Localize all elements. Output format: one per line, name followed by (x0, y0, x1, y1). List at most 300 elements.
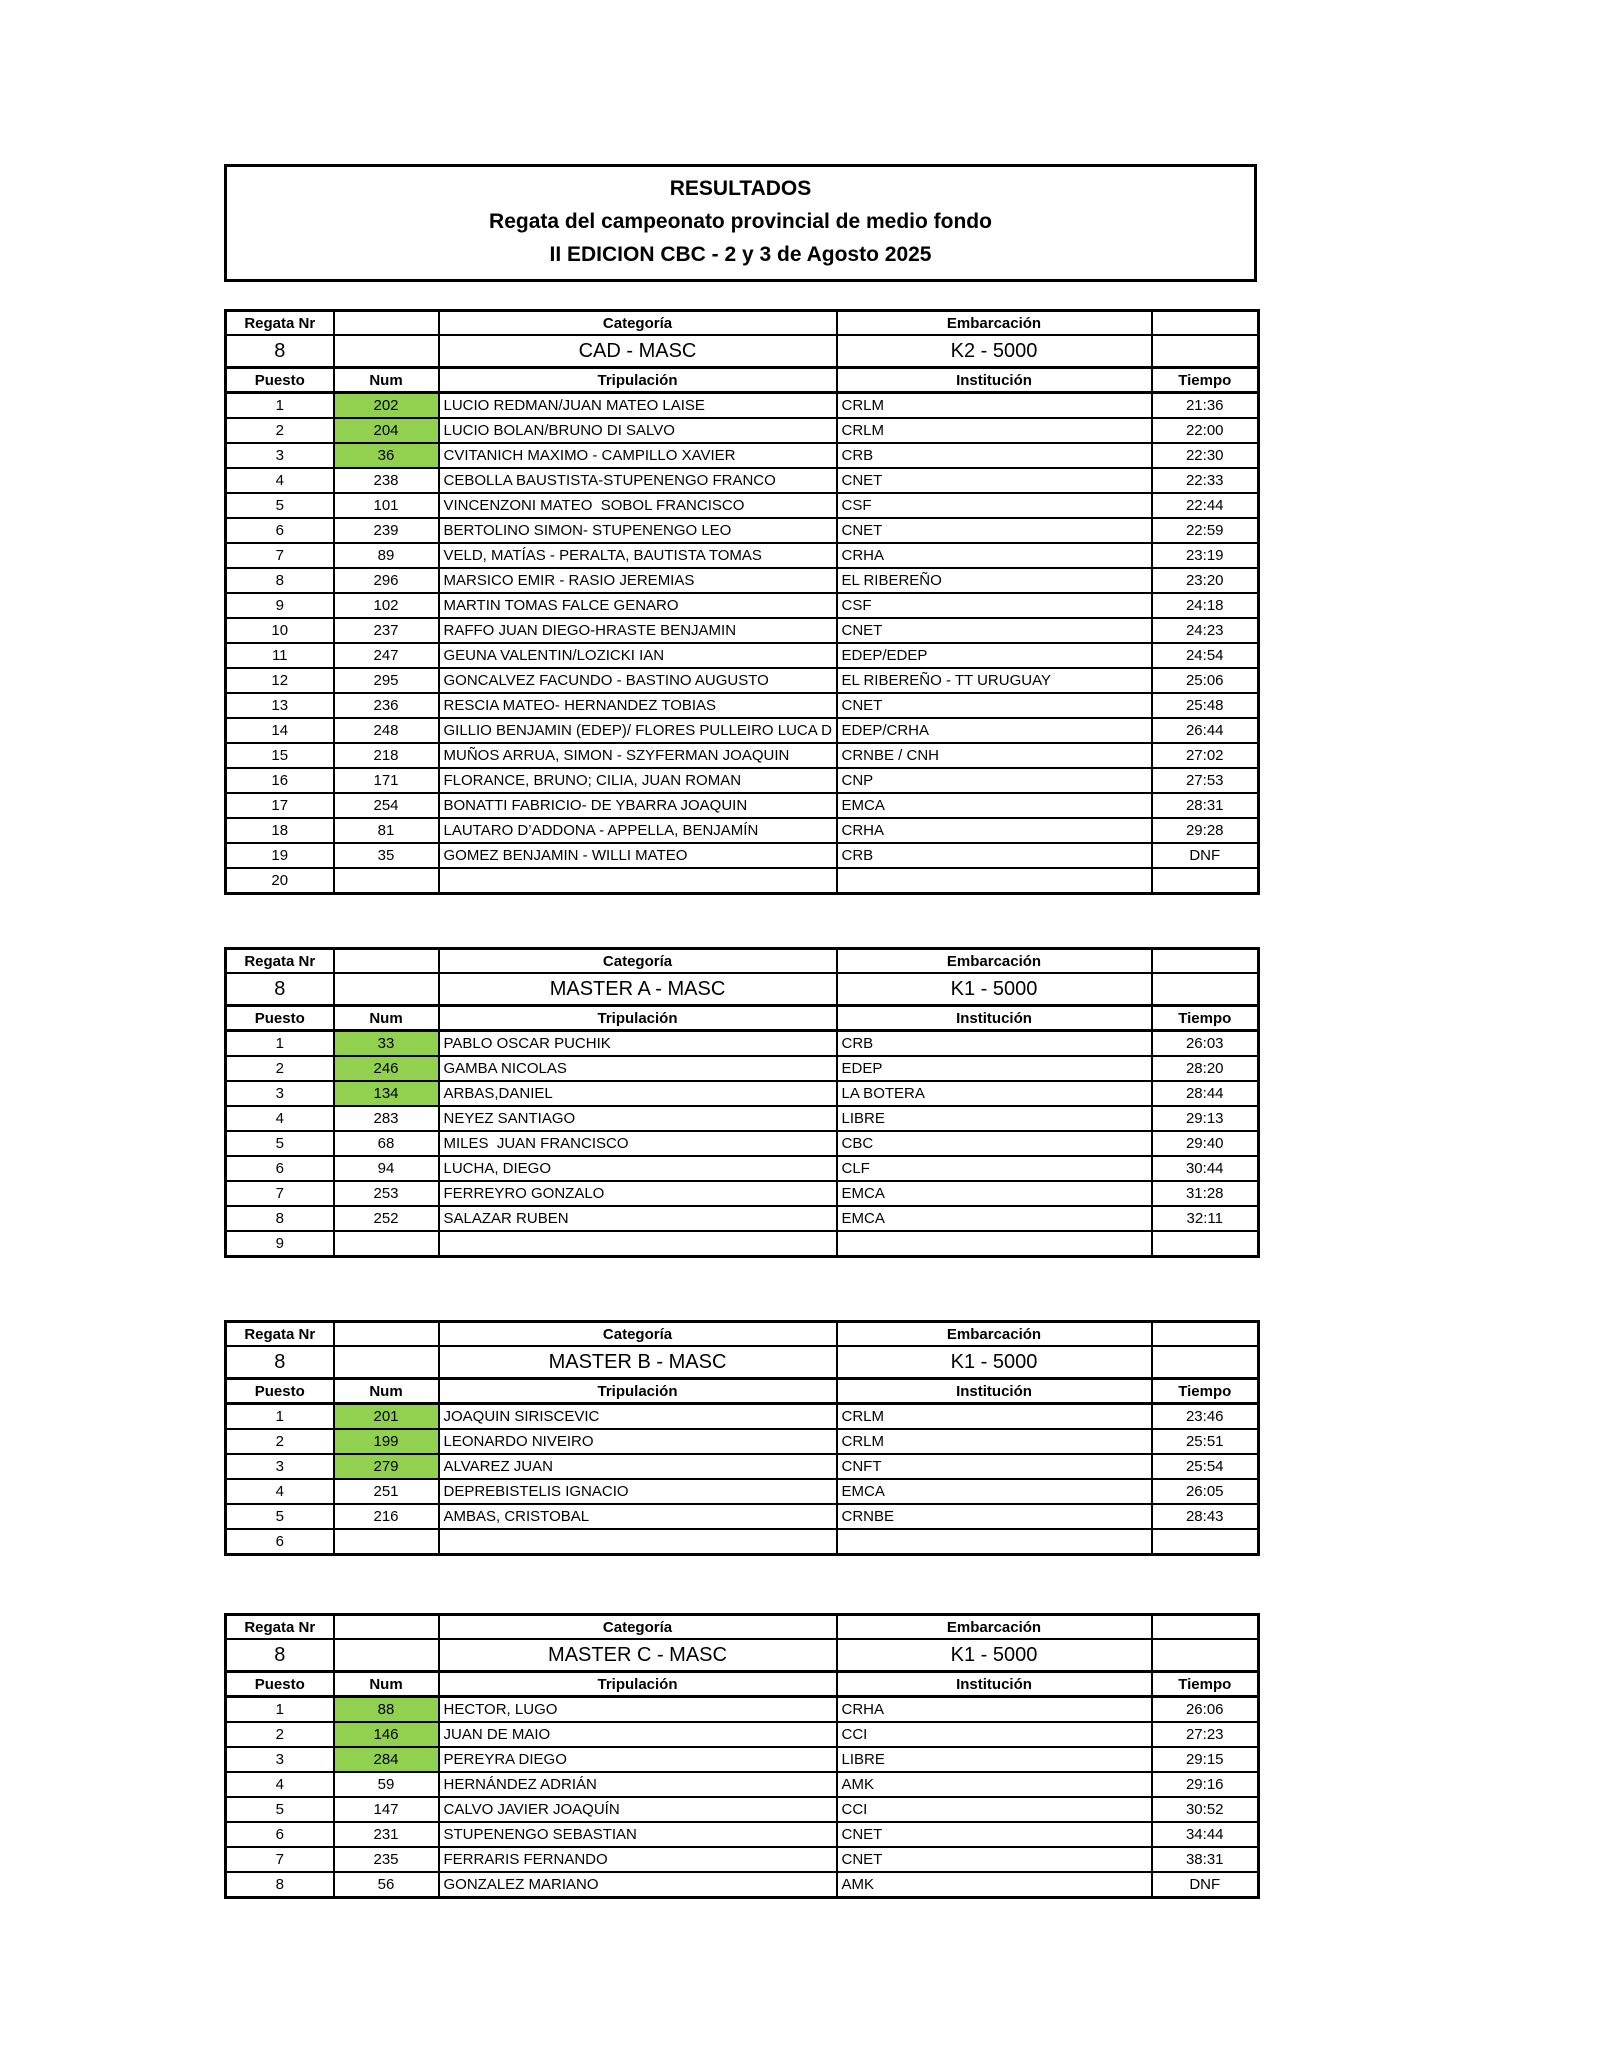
puesto-header: Puesto (226, 368, 334, 393)
institucion-value: EDEP/EDEP (837, 643, 1152, 668)
institucion-value: CNP (837, 768, 1152, 793)
tripulacion-header: Tripulación (439, 1379, 837, 1404)
categoria-value: MASTER B - MASC (439, 1346, 837, 1379)
num-value: 134 (334, 1081, 439, 1106)
tiempo-value: 27:23 (1152, 1722, 1259, 1747)
table-row (226, 568, 1259, 593)
tripulacion-value: MUÑOS ARRUA, SIMON - SZYFERMAN JOAQUIN (439, 743, 837, 768)
empty-cell (1152, 1639, 1259, 1672)
embarcacion-value: K1 - 5000 (837, 1639, 1152, 1672)
empty-cell (334, 1639, 439, 1672)
tripulacion-value: VELD, MATÍAS - PERALTA, BAUTISTA TOMAS (439, 543, 837, 568)
tripulacion-value: JUAN DE MAIO (439, 1722, 837, 1747)
institucion-value: LIBRE (837, 1106, 1152, 1131)
puesto-value: 5 (226, 493, 334, 518)
puesto-value: 9 (226, 593, 334, 618)
table-row (226, 443, 1259, 468)
table-row (226, 1031, 1259, 1057)
institucion-value: CRHA (837, 818, 1152, 843)
puesto-value: 4 (226, 1106, 334, 1131)
puesto-value: 2 (226, 418, 334, 443)
tiempo-value: 25:48 (1152, 693, 1259, 718)
tiempo-value (1152, 868, 1259, 894)
puesto-value: 15 (226, 743, 334, 768)
categoria-label: Categoría (439, 311, 837, 336)
institucion-value: AMK (837, 1772, 1152, 1797)
table-row (226, 1131, 1259, 1156)
tripulacion-value: CVITANICH MAXIMO - CAMPILLO XAVIER (439, 443, 837, 468)
empty-cell (1152, 973, 1259, 1006)
num-value: 33 (334, 1031, 439, 1057)
tiempo-value: 24:54 (1152, 643, 1259, 668)
puesto-value: 8 (226, 1206, 334, 1231)
puesto-value: 4 (226, 468, 334, 493)
tiempo-value: 31:28 (1152, 1181, 1259, 1206)
table-row (226, 1722, 1259, 1747)
tripulacion-header: Tripulación (439, 1672, 837, 1697)
categoria-label: Categoría (439, 949, 837, 974)
empty-cell (1152, 949, 1259, 974)
num-value: 201 (334, 1404, 439, 1430)
tiempo-value: 30:52 (1152, 1797, 1259, 1822)
puesto-value: 3 (226, 1081, 334, 1106)
table-row (226, 393, 1259, 419)
regata-nr-value: 8 (226, 1346, 334, 1379)
table-row (226, 1797, 1259, 1822)
num-value (334, 868, 439, 894)
num-header: Num (334, 368, 439, 393)
table-meta-value-row (226, 1346, 1259, 1379)
empty-cell (1152, 335, 1259, 368)
table-meta-value-row (226, 1639, 1259, 1672)
institucion-value: CRB (837, 1031, 1152, 1057)
table-row (226, 1156, 1259, 1181)
puesto-header: Puesto (226, 1672, 334, 1697)
categoria-label: Categoría (439, 1322, 837, 1347)
page-edition-date: II EDICION CBC - 2 y 3 de Agosto 2025 (549, 243, 932, 266)
embarcacion-label: Embarcación (837, 311, 1152, 336)
puesto-value: 12 (226, 668, 334, 693)
empty-cell (1152, 1346, 1259, 1379)
institucion-value (837, 1529, 1152, 1555)
num-value: 56 (334, 1872, 439, 1898)
num-value: 59 (334, 1772, 439, 1797)
empty-cell (334, 973, 439, 1006)
puesto-value: 11 (226, 643, 334, 668)
institucion-value: CCI (837, 1722, 1152, 1747)
tripulacion-value: GILLIO BENJAMIN (EDEP)/ FLORES PULLEIRO LUCA D (439, 718, 837, 743)
table-row (226, 1181, 1259, 1206)
table-row (226, 868, 1259, 894)
regata-nr-label: Regata Nr (226, 949, 334, 974)
num-value: 235 (334, 1847, 439, 1872)
tripulacion-value: CEBOLLA BAUSTISTA-STUPENENGO FRANCO (439, 468, 837, 493)
tiempo-value: 22:30 (1152, 443, 1259, 468)
puesto-value: 8 (226, 568, 334, 593)
tripulacion-value: GONZALEZ MARIANO (439, 1872, 837, 1898)
institucion-value: AMK (837, 1872, 1152, 1898)
tiempo-value: 29:28 (1152, 818, 1259, 843)
num-value: 94 (334, 1156, 439, 1181)
table-meta-header-row (226, 311, 1259, 336)
table-row (226, 518, 1259, 543)
num-value: 89 (334, 543, 439, 568)
tripulacion-value: SALAZAR RUBEN (439, 1206, 837, 1231)
tripulacion-value: PEREYRA DIEGO (439, 1747, 837, 1772)
table-row (226, 1504, 1259, 1529)
table-row (226, 1206, 1259, 1231)
table-row (226, 1822, 1259, 1847)
table-row (226, 1772, 1259, 1797)
table-row (226, 668, 1259, 693)
institucion-value: LA BOTERA (837, 1081, 1152, 1106)
num-value: 199 (334, 1429, 439, 1454)
column-header-row (226, 1379, 1259, 1404)
categoria-label: Categoría (439, 1615, 837, 1640)
institucion-value: CNET (837, 518, 1152, 543)
num-value: 231 (334, 1822, 439, 1847)
tripulacion-value: MARSICO EMIR - RASIO JEREMIAS (439, 568, 837, 593)
num-header: Num (334, 1379, 439, 1404)
tiempo-value: 27:02 (1152, 743, 1259, 768)
puesto-value: 16 (226, 768, 334, 793)
table-row (226, 1056, 1259, 1081)
puesto-value: 6 (226, 1529, 334, 1555)
empty-cell (334, 311, 439, 336)
tiempo-value: 22:00 (1152, 418, 1259, 443)
num-value: 101 (334, 493, 439, 518)
tripulacion-value: MARTIN TOMAS FALCE GENARO (439, 593, 837, 618)
embarcacion-value: K1 - 5000 (837, 973, 1152, 1006)
puesto-value: 3 (226, 1747, 334, 1772)
tripulacion-value: HERNÁNDEZ ADRIÁN (439, 1772, 837, 1797)
tripulacion-value: AMBAS, CRISTOBAL (439, 1504, 837, 1529)
puesto-value: 14 (226, 718, 334, 743)
num-value: 239 (334, 518, 439, 543)
tiempo-header: Tiempo (1152, 1006, 1259, 1031)
puesto-value: 6 (226, 518, 334, 543)
tiempo-value: 24:18 (1152, 593, 1259, 618)
embarcacion-value: K1 - 5000 (837, 1346, 1152, 1379)
tripulacion-value: JOAQUIN SIRISCEVIC (439, 1404, 837, 1430)
institucion-header: Institución (837, 368, 1152, 393)
tiempo-value: 22:44 (1152, 493, 1259, 518)
puesto-value: 7 (226, 1847, 334, 1872)
table-row (226, 818, 1259, 843)
num-value: 147 (334, 1797, 439, 1822)
num-value: 253 (334, 1181, 439, 1206)
table-row (226, 1231, 1259, 1257)
table-meta-header-row (226, 1322, 1259, 1347)
tiempo-value: 25:06 (1152, 668, 1259, 693)
tiempo-header: Tiempo (1152, 1672, 1259, 1697)
tripulacion-value: HECTOR, LUGO (439, 1697, 837, 1723)
puesto-value: 6 (226, 1822, 334, 1847)
table-meta-header-row (226, 949, 1259, 974)
puesto-value: 6 (226, 1156, 334, 1181)
regata-nr-value: 8 (226, 973, 334, 1006)
tiempo-value: 32:11 (1152, 1206, 1259, 1231)
tripulacion-value: LUCHA, DIEGO (439, 1156, 837, 1181)
institucion-value: CRHA (837, 1697, 1152, 1723)
num-value: 295 (334, 668, 439, 693)
puesto-header: Puesto (226, 1006, 334, 1031)
tripulacion-value: GOMEZ BENJAMIN - WILLI MATEO (439, 843, 837, 868)
results-table-master-a-masc (224, 947, 1260, 1258)
page-title: RESULTADOS (669, 177, 812, 200)
results-table-cad-masc (224, 309, 1260, 895)
institucion-header: Institución (837, 1672, 1152, 1697)
puesto-value: 5 (226, 1131, 334, 1156)
table-row (226, 1429, 1259, 1454)
tripulacion-header: Tripulación (439, 1006, 837, 1031)
categoria-value: MASTER A - MASC (439, 973, 837, 1006)
categoria-value: CAD - MASC (439, 335, 837, 368)
tiempo-value: 24:23 (1152, 618, 1259, 643)
num-value (334, 1231, 439, 1257)
tripulacion-value: STUPENENGO SEBASTIAN (439, 1822, 837, 1847)
table-row (226, 468, 1259, 493)
num-value: 247 (334, 643, 439, 668)
num-value: 216 (334, 1504, 439, 1529)
tripulacion-value: CALVO JAVIER JOAQUÍN (439, 1797, 837, 1822)
puesto-value: 1 (226, 1031, 334, 1057)
results-table-master-b-masc (224, 1320, 1260, 1556)
column-header-row (226, 1006, 1259, 1031)
table-row (226, 768, 1259, 793)
institucion-value: CRLM (837, 1429, 1152, 1454)
tripulacion-value (439, 1231, 837, 1257)
tiempo-value: 23:20 (1152, 568, 1259, 593)
tiempo-header: Tiempo (1152, 1379, 1259, 1404)
puesto-value: 2 (226, 1429, 334, 1454)
puesto-value: 19 (226, 843, 334, 868)
tiempo-value: 29:40 (1152, 1131, 1259, 1156)
column-header-row (226, 368, 1259, 393)
institucion-value: CNFT (837, 1454, 1152, 1479)
table-row (226, 618, 1259, 643)
table-row (226, 1454, 1259, 1479)
table-row (226, 1872, 1259, 1898)
tiempo-value: 38:31 (1152, 1847, 1259, 1872)
num-value: 254 (334, 793, 439, 818)
tripulacion-header: Tripulación (439, 368, 837, 393)
tripulacion-value: NEYEZ SANTIAGO (439, 1106, 837, 1131)
num-value: 171 (334, 768, 439, 793)
embarcacion-value: K2 - 5000 (837, 335, 1152, 368)
tripulacion-value: LAUTARO D’ADDONA - APPELLA, BENJAMÍN (439, 818, 837, 843)
institucion-value: EMCA (837, 793, 1152, 818)
empty-cell (334, 1346, 439, 1379)
tiempo-value: 34:44 (1152, 1822, 1259, 1847)
num-value: 81 (334, 818, 439, 843)
institucion-value: CRNBE (837, 1504, 1152, 1529)
tiempo-value: 25:54 (1152, 1454, 1259, 1479)
empty-cell (334, 949, 439, 974)
num-header: Num (334, 1006, 439, 1031)
tiempo-value: 26:44 (1152, 718, 1259, 743)
table-row (226, 418, 1259, 443)
num-value: 238 (334, 468, 439, 493)
num-value: 68 (334, 1131, 439, 1156)
puesto-value: 17 (226, 793, 334, 818)
puesto-value: 5 (226, 1504, 334, 1529)
institucion-value: CNET (837, 1847, 1152, 1872)
tripulacion-value: FERREYRO GONZALO (439, 1181, 837, 1206)
institucion-value: EMCA (837, 1206, 1152, 1231)
num-value: 283 (334, 1106, 439, 1131)
num-value: 279 (334, 1454, 439, 1479)
institucion-value: CRB (837, 843, 1152, 868)
table-meta-header-row (226, 1615, 1259, 1640)
tripulacion-value: LUCIO REDMAN/JUAN MATEO LAISE (439, 393, 837, 419)
table-row (226, 543, 1259, 568)
table-row (226, 1081, 1259, 1106)
puesto-value: 5 (226, 1797, 334, 1822)
empty-cell (1152, 1322, 1259, 1347)
institucion-value: CNET (837, 693, 1152, 718)
institucion-header: Institución (837, 1379, 1152, 1404)
tiempo-value: 21:36 (1152, 393, 1259, 419)
table-row (226, 693, 1259, 718)
institucion-value: CRNBE / CNH (837, 743, 1152, 768)
num-value: 296 (334, 568, 439, 593)
tiempo-value: 28:43 (1152, 1504, 1259, 1529)
institucion-value: EMCA (837, 1181, 1152, 1206)
puesto-value: 1 (226, 1404, 334, 1430)
table-row (226, 1747, 1259, 1772)
tripulacion-value: RAFFO JUAN DIEGO-HRASTE BENJAMIN (439, 618, 837, 643)
tiempo-value: 29:13 (1152, 1106, 1259, 1131)
puesto-value: 2 (226, 1056, 334, 1081)
tiempo-value (1152, 1529, 1259, 1555)
tripulacion-value: GAMBA NICOLAS (439, 1056, 837, 1081)
regata-nr-label: Regata Nr (226, 1322, 334, 1347)
tiempo-value (1152, 1231, 1259, 1257)
institucion-value (837, 868, 1152, 894)
institucion-value: LIBRE (837, 1747, 1152, 1772)
table-row (226, 743, 1259, 768)
empty-cell (1152, 1615, 1259, 1640)
tripulacion-value: BERTOLINO SIMON- STUPENENGO LEO (439, 518, 837, 543)
puesto-value: 3 (226, 443, 334, 468)
tripulacion-value: DEPREBISTELIS IGNACIO (439, 1479, 837, 1504)
institucion-value: CRLM (837, 418, 1152, 443)
table-row (226, 1697, 1259, 1723)
table-row (226, 1106, 1259, 1131)
table-row (226, 593, 1259, 618)
tripulacion-value: BONATTI FABRICIO- DE YBARRA JOAQUIN (439, 793, 837, 818)
tripulacion-value: FLORANCE, BRUNO; CILIA, JUAN ROMAN (439, 768, 837, 793)
tiempo-value: 26:03 (1152, 1031, 1259, 1057)
num-header: Num (334, 1672, 439, 1697)
institucion-value: CNET (837, 1822, 1152, 1847)
puesto-value: 2 (226, 1722, 334, 1747)
num-value: 202 (334, 393, 439, 419)
regata-nr-value: 8 (226, 335, 334, 368)
table-row (226, 1404, 1259, 1430)
regata-nr-label: Regata Nr (226, 311, 334, 336)
regata-nr-label: Regata Nr (226, 1615, 334, 1640)
tripulacion-value (439, 868, 837, 894)
tiempo-value: 27:53 (1152, 768, 1259, 793)
table-row (226, 643, 1259, 668)
num-value: 248 (334, 718, 439, 743)
institucion-value: CNET (837, 618, 1152, 643)
num-value: 252 (334, 1206, 439, 1231)
tiempo-value: 22:59 (1152, 518, 1259, 543)
tiempo-value: 28:31 (1152, 793, 1259, 818)
tripulacion-value: LUCIO BOLAN/BRUNO DI SALVO (439, 418, 837, 443)
num-value: 246 (334, 1056, 439, 1081)
institucion-value: CRB (837, 443, 1152, 468)
tiempo-value: DNF (1152, 1872, 1259, 1898)
tiempo-value: 28:44 (1152, 1081, 1259, 1106)
puesto-value: 1 (226, 393, 334, 419)
institucion-value: CRHA (837, 543, 1152, 568)
tripulacion-value: VINCENZONI MATEO SOBOL FRANCISCO (439, 493, 837, 518)
tripulacion-value: GEUNA VALENTIN/LOZICKI IAN (439, 643, 837, 668)
tripulacion-value: RESCIA MATEO- HERNANDEZ TOBIAS (439, 693, 837, 718)
institucion-value: EL RIBEREÑO - TT URUGUAY (837, 668, 1152, 693)
institucion-value: CRLM (837, 393, 1152, 419)
tiempo-value: 29:16 (1152, 1772, 1259, 1797)
tiempo-value: 29:15 (1152, 1747, 1259, 1772)
institucion-value: CSF (837, 493, 1152, 518)
tiempo-value: DNF (1152, 843, 1259, 868)
table-row (226, 1847, 1259, 1872)
institucion-value: CLF (837, 1156, 1152, 1181)
puesto-value: 8 (226, 1872, 334, 1898)
institucion-header: Institución (837, 1006, 1152, 1031)
tripulacion-value (439, 1529, 837, 1555)
tiempo-value: 25:51 (1152, 1429, 1259, 1454)
table-row (226, 793, 1259, 818)
tiempo-value: 30:44 (1152, 1156, 1259, 1181)
table-meta-value-row (226, 973, 1259, 1006)
table-row (226, 493, 1259, 518)
puesto-value: 10 (226, 618, 334, 643)
puesto-value: 7 (226, 543, 334, 568)
tiempo-header: Tiempo (1152, 368, 1259, 393)
puesto-value: 13 (226, 693, 334, 718)
tripulacion-value: PABLO OSCAR PUCHIK (439, 1031, 837, 1057)
regata-nr-value: 8 (226, 1639, 334, 1672)
institucion-value: CRLM (837, 1404, 1152, 1430)
institucion-value: EL RIBEREÑO (837, 568, 1152, 593)
tiempo-value: 28:20 (1152, 1056, 1259, 1081)
num-value: 204 (334, 418, 439, 443)
institucion-value: CNET (837, 468, 1152, 493)
title-box (224, 164, 1257, 282)
tiempo-value: 23:46 (1152, 1404, 1259, 1430)
embarcacion-label: Embarcación (837, 1322, 1152, 1347)
num-value: 251 (334, 1479, 439, 1504)
num-value: 102 (334, 593, 439, 618)
puesto-value: 4 (226, 1772, 334, 1797)
tiempo-value: 26:06 (1152, 1697, 1259, 1723)
institucion-value (837, 1231, 1152, 1257)
num-value: 284 (334, 1747, 439, 1772)
tiempo-value: 26:05 (1152, 1479, 1259, 1504)
table-meta-value-row (226, 335, 1259, 368)
institucion-value: EDEP/CRHA (837, 718, 1152, 743)
column-header-row (226, 1672, 1259, 1697)
institucion-value: CCI (837, 1797, 1152, 1822)
puesto-value: 18 (226, 818, 334, 843)
tripulacion-value: ARBAS,DANIEL (439, 1081, 837, 1106)
tiempo-value: 22:33 (1152, 468, 1259, 493)
